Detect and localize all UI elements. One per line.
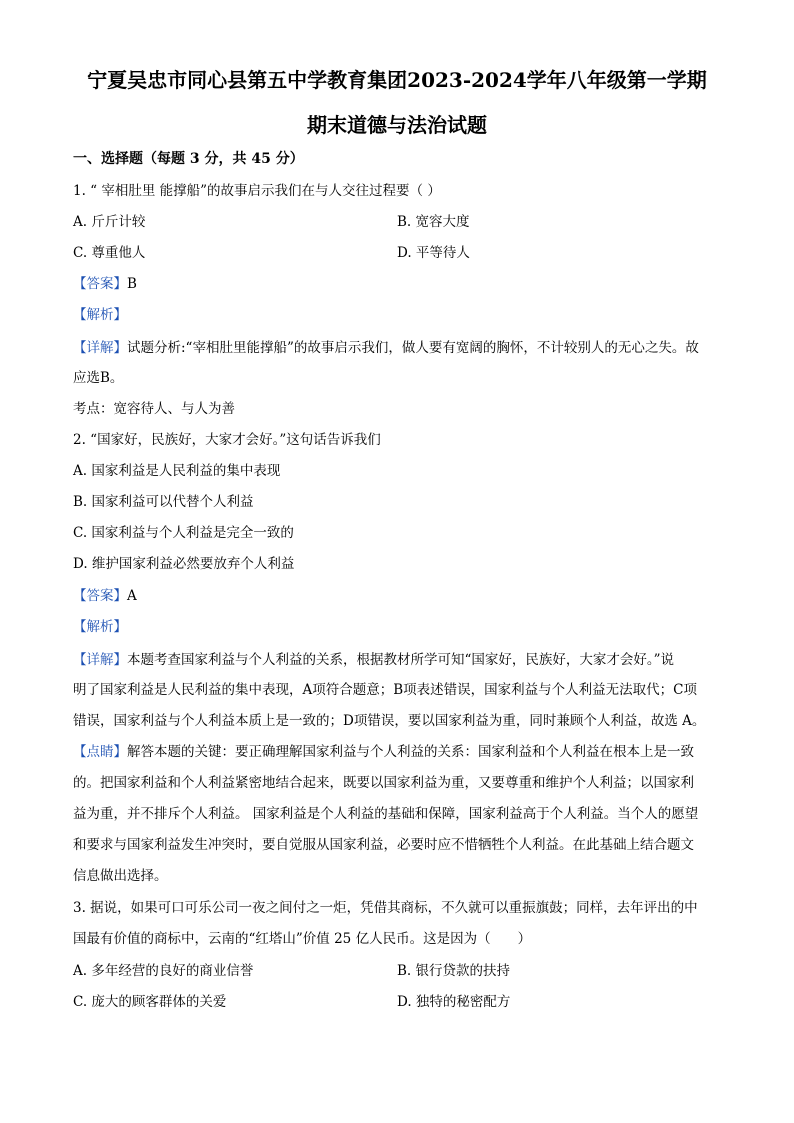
question-2-dianjing-line5: 信息做出选择。 (73, 868, 168, 884)
detail-text: 试题分析:“宰相肚里能撑船”的故事启示我们，做人要有宽阔的胸怀，不计较别人的无心之失。故 (127, 340, 699, 356)
question-3-option-a: A. 多年经营的良好的商业信誉 (73, 963, 254, 979)
question-1-option-c: C. 尊重他人 (73, 245, 146, 261)
question-2-option-a: A. 国家利益是人民利益的集中表现 (73, 463, 281, 479)
question-2-dianjing (73, 742, 733, 762)
question-3-option-d: D. 独特的秘密配方 (397, 994, 511, 1010)
question-2-dianjing-line2: 的。把国家利益和个人利益紧密地结合起来，既要以国家利益为重，又要尊重和维护个人利益；以国家利 (73, 775, 694, 791)
answer-tag: 【答案】 (73, 276, 127, 292)
question-2-option-c: C. 国家利益与个人利益是完全一致的 (73, 525, 294, 541)
exam-title-line2: 期末道德与法治试题 (307, 113, 487, 137)
question-3-option-c: C. 庞大的顾客群体的关爱 (73, 994, 227, 1010)
question-2-stem: 2. “国家好，民族好，大家才会好。”这句话告诉我们 (73, 432, 381, 448)
question-2-detail-line3: 错误，国家利益与个人利益本质上是一致的；D项错误，要以国家利益为重，同时兼顾个人利益，故选 A。 (73, 713, 706, 729)
question-1-detail (73, 338, 733, 358)
detail-tag: 【详解】 (73, 340, 127, 356)
question-2-analysis-tag: 【解析】 (73, 619, 127, 635)
answer-value: A (127, 588, 137, 604)
answer-value: B (127, 276, 137, 292)
question-1-kaodian: 考点：宽容待人、与人为善 (73, 401, 235, 417)
question-1-answer (73, 274, 733, 294)
exam-title-line1: 宁夏吴忠市同心县第五中学教育集团2023-2024学年八年级第一学期 (87, 68, 707, 92)
question-2-option-b: B. 国家利益可以代替个人利益 (73, 494, 254, 510)
dianjing-tag: 【点睛】 (73, 744, 127, 760)
question-3-option-b: B. 银行贷款的扶持 (397, 963, 511, 979)
question-2-answer (73, 586, 733, 606)
question-2-option-d: D. 维护国家利益必然要放弃个人利益 (73, 556, 295, 572)
question-1-analysis-tag: 【解析】 (73, 307, 127, 323)
question-1-stem: 1. “ 宰相肚里 能撑船”的故事启示我们在与人交往过程要（ ） (73, 183, 441, 199)
question-3-stem-line2: 国最有价值的商标中，云南的“红塔山”价值 25 亿人民币。这是因为（ ） (73, 931, 532, 947)
question-1-option-a: A. 斤斤计较 (73, 214, 146, 230)
answer-tag: 【答案】 (73, 588, 127, 604)
question-3-stem: 3. 据说，如果可口可乐公司一夜之间付之一炬，凭借其商标，不久就可以重振旗鼓；同样，去年评出的中 (73, 900, 698, 916)
question-2-detail-line2: 明了国家利益是人民利益的集中表现，A项符合题意；B项表述错误，国家利益与个人利益无法取代；C项 (73, 682, 697, 698)
section-heading: 一、选择题（每题 3 分，共 45 分） (73, 151, 304, 167)
question-1-option-d: D. 平等待人 (397, 245, 470, 261)
question-2-detail (73, 650, 733, 670)
dianjing-text: 解答本题的关键：要正确理解国家利益与个人利益的关系：国家利益和个人利益在根本上是一致 (127, 744, 694, 760)
question-2-dianjing-line4: 和要求与国家利益发生冲突时，要自觉服从国家利益，必要时应不惜牺牲个人利益。在此基础上结合题文 (73, 837, 694, 853)
detail-tag: 【详解】 (73, 652, 127, 668)
question-1-detail-cont: 应选B。 (73, 370, 124, 386)
question-1-option-b: B. 宽容大度 (397, 214, 470, 230)
question-2-dianjing-line3: 益为重，并不排斥个人利益。 国家利益是个人利益的基础和保障，国家利益高于个人利益。当个人的愿望 (73, 806, 699, 822)
detail-text: 本题考查国家利益与个人利益的关系，根据教材所学可知“国家好，民族好，大家才会好。”说 (127, 652, 675, 668)
